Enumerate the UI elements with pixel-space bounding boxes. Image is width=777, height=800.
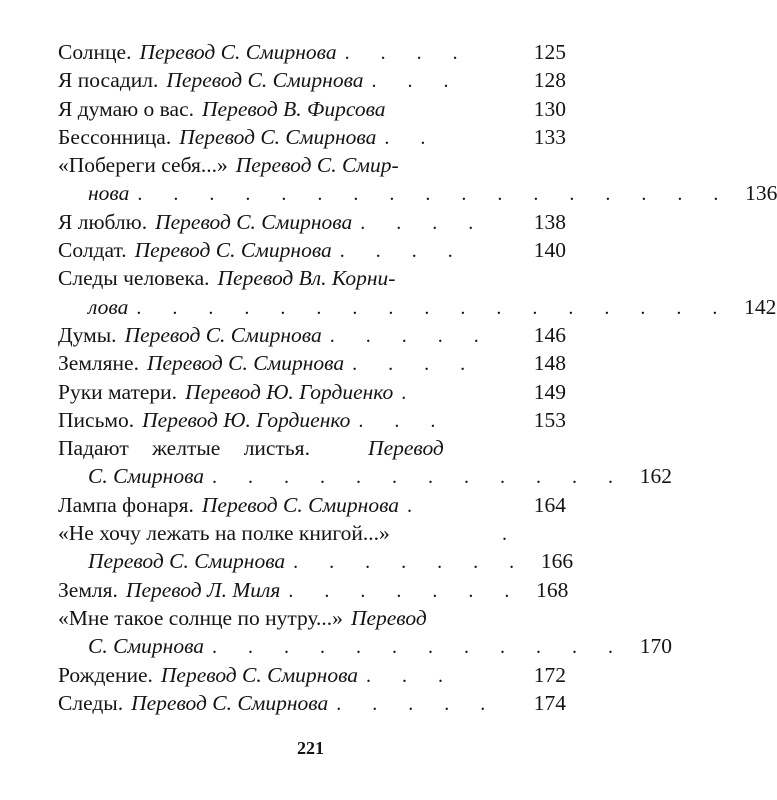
entry-title: «Не хочу лежать на полке книгой...» [58,521,390,546]
entry-translator: Перевод С. Смирнова [139,40,337,64]
entry-page-number: 136 [745,181,777,206]
entry-translator: Перевод С. Смирнова [179,124,377,149]
entry-translator: Перевод С. Смирнова [134,238,332,263]
entry-translator: Перевод [368,436,444,461]
entry-translator: Перевод Ю. Гордиенко [185,379,394,404]
dot-leader: . . . . . . . [288,579,523,602]
entry-page-number: 130 [533,96,566,121]
dot-leader: . . . . . [329,324,492,347]
toc-entry [58,576,569,604]
toc-entry [58,38,566,66]
toc-entry-continuation [58,293,777,321]
toc-entry [58,236,566,264]
entry-title: Думы. [58,322,117,347]
dot-leader: . . . [371,70,462,93]
entry-translator: Перевод С. Смирнова [155,209,353,234]
entry-page-number: 146 [533,322,566,347]
dot-leader: . [502,523,520,546]
dot-leader: . . . . . . . [293,551,528,574]
entry-page-number: 142 [744,294,777,319]
entry-page-number: 162 [639,464,673,489]
dot-leader: . . . . [360,211,487,234]
dot-leader: . [407,494,426,517]
entry-page-number: 128 [533,68,566,93]
toc-entry [58,321,566,349]
entry-title: Земляне. [58,351,139,376]
entry-title: Падают желтые листья. [58,436,310,461]
dot-leader: . . [384,126,439,149]
page-folio-number: 221 [297,738,324,758]
dot-leader: . . . . [339,240,466,263]
entry-translator: лова [88,294,129,319]
entry-page-number: 149 [533,379,566,404]
dot-leader: . . . [366,664,457,687]
entry-translator: Перевод Л. Миля [125,577,281,602]
entry-title: «Побереги себя...» [58,153,228,178]
entry-translator: нова [88,181,130,206]
entry-title: Я люблю. [58,209,148,234]
entry-translator: Перевод С. Смир- [235,153,399,178]
entry-translator: Перевод С. Смирнова [160,662,359,687]
entry-page-number: 133 [533,124,566,149]
entry-translator: Перевод С. Смирнова [146,351,345,376]
dot-leader: . . . . . . . . . . . . . . . . . [137,183,732,206]
toc-entry [58,689,566,717]
entry-title: Следы человека. [58,266,210,291]
entry-page-number: 168 [536,577,569,602]
entry-title: Следы. [58,690,124,715]
dot-leader: . . . . . . . . . . . . [212,466,627,489]
entry-translator: С. Смирнова [88,634,205,659]
entry-title: Руки матери. [58,379,178,404]
toc-entry-continuation [58,547,574,575]
entry-title: Я думаю о вас. [58,96,195,121]
entry-page-number: 148 [533,351,566,376]
entry-title: Рождение. [58,662,153,687]
toc-entry [58,519,566,547]
toc-entry [58,491,566,519]
toc-entry [58,661,566,689]
entry-page-number: 166 [540,549,574,574]
toc-entry [58,151,566,179]
entry-page-number: 140 [533,238,566,263]
entry-page-number: 172 [533,662,566,687]
entry-translator: Перевод Вл. Корни- [217,266,396,291]
entry-page-number: 138 [533,209,566,234]
entry-translator: Перевод С. Смирнова [131,690,329,715]
toc-entry [58,349,566,377]
dot-leader: . . . . . [336,692,499,715]
entry-translator: Перевод С. Смирнова [166,68,364,93]
entry-translator: Перевод С. Смирнова [88,549,286,574]
entry-title: «Мне такое солнце по нутру...» [58,605,343,630]
toc-entry [58,378,566,406]
dot-leader: . . . . [352,353,479,376]
toc-entry [58,406,566,434]
toc-entry-continuation [58,632,673,660]
entry-page-number: 153 [533,407,566,432]
entry-page-number: 125 [533,40,566,64]
entry-page-number: 164 [533,492,566,517]
entry-page-number: 170 [639,634,673,659]
toc-entry [58,95,566,123]
entry-title: Бессонница. [58,124,172,149]
entry-title: Солдат. [58,238,127,263]
dot-leader: . [401,381,420,404]
entry-translator: Перевод Ю. Гордиенко [142,407,351,432]
toc-entry [58,264,566,292]
entry-title: Я посадил. [58,68,159,93]
entry-title: Земля. [58,577,118,602]
entry-translator: Перевод [350,605,427,630]
entry-translator: С. Смирнова [88,464,205,489]
toc-entry-continuation [58,462,673,490]
toc-entry-continuation [58,179,777,207]
entry-translator: Перевод С. Смирнова [201,492,400,517]
toc-entry [58,434,566,462]
toc-entry [58,604,566,632]
toc-entry [58,66,566,94]
dot-leader: . . . [358,409,449,432]
toc-entry [58,208,566,236]
entry-translator: Перевод В. Фирсова [202,96,386,121]
table-of-contents [58,38,777,717]
entry-title: Лампа фонаря. [58,492,194,517]
entry-title: Солнце. [58,40,132,64]
entry-translator: Перевод С. Смирнова [124,322,322,347]
toc-entry [58,123,566,151]
dot-leader: . . . . [344,42,471,64]
dot-leader: . . . . . . . . . . . . . . . . . [136,296,731,319]
entry-title: Письмо. [58,407,135,432]
dot-leader: . . . . . . . . . . . . [212,636,627,659]
entry-page-number: 174 [533,690,566,715]
